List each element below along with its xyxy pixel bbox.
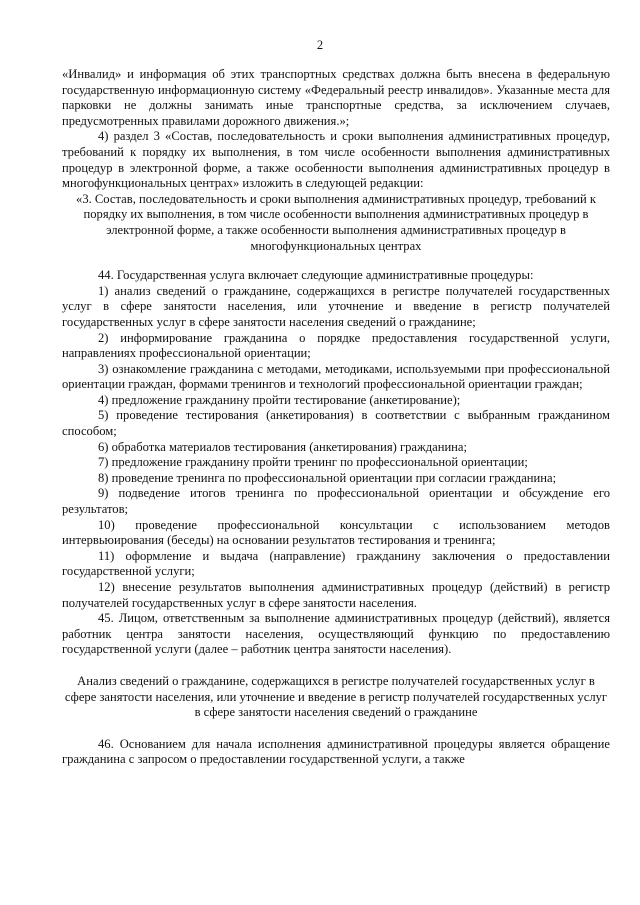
list-item-1: 1) анализ сведений о гражданине, содержащихся в регистре получателей государственных услуг в сфере занятости населения, или уточнение и введение в регистр получателей государственных услуг в сфере занятости населения сведений о гражданине; [62,283,610,329]
document-body [62,67,610,768]
list-item-7: 7) предложение гражданину пройти тренинг по профессиональной ориентации; [98,455,528,470]
section-3-heading: «3. Состав, последовательность и сроки выполнения административных процедур, требований к порядку их выполнения, в том числе особенности выполнения административных процедур в электронной форме, а также особенности выполнения административных процедур в многофункциональных центрах [76,191,596,253]
list-item-6: 6) обработка материалов тестирования (анкетирования) гражданина; [98,439,468,454]
list-item-2: 2) информирование гражданина о порядке предоставления государственной услуги, направлениях профессиональной ориентации; [62,330,610,361]
list-item-12: 12) внесение результатов выполнения административных процедур (действий) в регистр получателей государственных услуг в сфере занятости населения. [62,580,610,610]
paragraph-46: 46. Основанием для начала исполнения административной процедуры является обращение гражданина с запросом о предоставлении государственной услуги, а также [62,736,610,767]
spacer [62,721,610,737]
spacer [62,254,610,268]
list-item-11: 11) оформление и выдача (направление) гражданину заключения о предоставлении государственной услуги; [62,548,610,579]
paragraph-section-3-amendment: 4) раздел 3 «Состав, последовательность и сроки выполнения административных процедур, требований к порядку их выполнения, в том числе особенности выполнения административных процедур в электронной форме, а также особенности выполнения административных процедур в многофункциональных центрах» изложить в следующей редакции: [62,129,610,191]
paragraph-45: 45. Лицом, ответственным за выполнение административных процедур (действий), является работник центра занятости населения, осуществляющий функцию по предоставлению государственной услуги (далее – работник центра занятости населения). [62,611,610,657]
list-item-3: 3) ознакомление гражданина с методами, методиками, используемыми при профессиональной ориентации граждан, формами тренингов и технологий профессиональной ориентации граждан; [62,361,610,392]
paragraph-parking: «Инвалид» и информация об этих транспортных средствах должна быть внесена в федеральную государственную информационную систему «Федеральный реестр инвалидов». Указанные места для парковки не должны занимать иные транспортные средства, за исключением случаев, предусмотренных правилами дорожного движения.»; [62,67,610,128]
list-item-5: 5) проведение тестирования (анкетирования) в соответствии с выбранным гражданином способом; [62,408,610,439]
list-item-9: 9) подведение итогов тренинга по профессиональной ориентации и обсуждение его результатов; [62,486,610,517]
list-item-8: 8) проведение тренинга по профессиональной ориентации при согласии гражданина; [98,470,557,485]
subsection-heading: Анализ сведений о гражданине, содержащихся в регистре получателей государственных услуг в сфере занятости населения, или уточнение и введение в регистр получателей государственных услуг в сфере занятости населения сведений о гражданине [64,673,608,720]
spacer [62,658,610,674]
paragraph-44: 44. Государственная услуга включает следующие административные процедуры: [98,268,534,283]
list-item-10: 10) проведение профессиональной консультации с использованием методов интервьюирования (беседы) на основании результатов тестирования и тренинга; [62,517,610,548]
list-item-4: 4) предложение гражданину пройти тестирование (анкетирование); [98,392,461,407]
page-number: 2 [316,38,324,52]
